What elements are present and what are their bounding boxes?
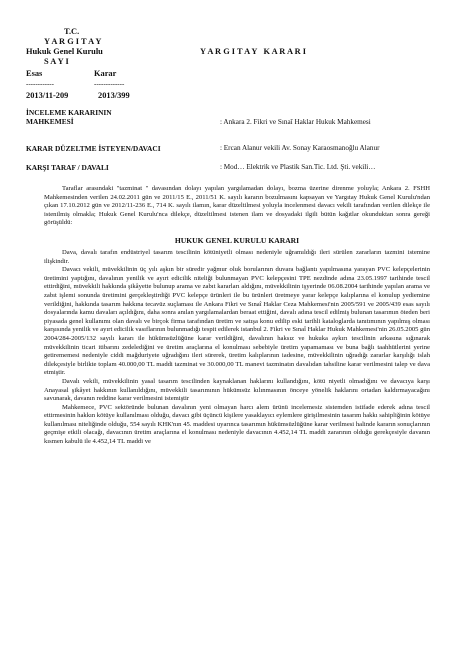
esas-number: 2013/11-209 xyxy=(26,91,69,100)
field-label-mahkeme-line1: İNCELEME KARARININ xyxy=(26,108,112,117)
field-value-davaci: : Ercan Alanur vekili Av. Sonay Karaosmanoğlu Alanur xyxy=(220,144,380,152)
karar-dashes: ------------- xyxy=(94,80,125,88)
karar-label: Karar xyxy=(94,69,117,78)
intro-paragraph xyxy=(44,185,430,228)
hukuk-genel-kurulu-label: Hukuk Genel Kurulu xyxy=(26,47,103,56)
field-label-davali: KARŞI TARAF / DAVALI xyxy=(26,163,109,172)
tc-label: T.C. xyxy=(64,27,80,36)
karari-title: Y A R G I T A Y K A R A R I xyxy=(200,47,307,56)
paragraph-4: Mahkemece, PVC sektöründe bulunan davalının yeni olmayan harcı alem ürünü incelemesiz sistemden istifade ederek adına tescil ettirmesinin hakkın kötüye kullanılması olduğu, davacı gibi üçüncü kişilere yasaklayıcı eylemlere girişilmesinin tasarım hakkı sahipliğinin kötüye kullanılması niteliğinde olduğu, 554 sayılı KHK'nın 45. maddesi uyarınca tasarımın hükümsüzlüğüne karar verilmesi halinde kararın sonuçlarının geçmişe etkili olacağı, davacının üretim araçlarına el konulması nedeniyle davacının 4.452,14 TL maddi zararının olduğu gerekçesiyle davanın kısmen kabulü ile 4.452,14 TL maddi ve xyxy=(44,403,430,446)
paragraph-1: Dava, davalı tarafın endüstriyel tasarım tescilinin kötüniyetli olması nedeniyle uğramıldığı ileri sürülen zararların tazmini istemine ilişkindir. xyxy=(44,249,430,265)
field-label-davaci: KARAR DÜZELTME İSTEYEN/DAVACI xyxy=(26,144,161,153)
field-label-mahkeme-line2: MAHKEMESİ xyxy=(26,117,74,126)
yargitay-label: Y A R G I T A Y xyxy=(44,37,102,46)
sayi-label: S A Y I xyxy=(44,57,69,66)
paragraph-2: Davacı vekili, müvekkilinin üç yılı aşkın bir süredir yağmur oluk borularının duvara bağlantı yapılmasına yarayan PVC kelepçelerinin üretimini yaptığını, davalının yenilik ve ayırt edicilik niteliği bulunmayan PVC kelepçesini TPE nezdinde adına 23.05.1997 tarihinde tescil ettirdiğini, müvekkili hakkında şikâyette bulunup arama ve zabıt kararları aldığını, müvekkilinin işyerinde 06.08.2004 tarihinde yapılan arama ve zabıt işlemi sonunda üretimini gerçekleştirdiği PVC kelepçe ürünleri ile bu ürünleri üretmeye yarar kelepçe kalıplarına el konulup yediemine verildiğini, hakkında tasarım hakkına tecavüz suçlaması ile Ankara Fikri ve Sınaî Haklar Ceza Mahkemesi'nin 2005/591 ve 2005/439 esas sayılı dosyalarında kamu davaları açıldığını, daha sonra anılan yargılamalardan beraat ettiğini, davalı adına tescil edilmiş bulunan tasarımın öteden beri piyasada genel kullanımı olan davalı ve birçok firma tarafından üretim ve satışa konu edilip eski tarihli kataloglarda tanıtımının yapılmış olması karşısında yenilik ve ayırt edicilik vasıflarının bulunmadığı tespit edilerek istanbul 2. Fikri ve Sınaî Haklar Hukuk Mahkemesi'nin 26.05.2005 gün 2004/284-2005/132 sayılı kararı ile hükümsüzlüğüne karar verildiğini, davalının haksız ve hukuka aykırı tescilinin arkasına sığınarak müvekkilinin ticari itibarını zedelediğini ve üretim araçlarına el konulması sebebiyle üretim yapamaması ve buna bağlı taahhütlerini yerine getirememesi nedeniyle ciddi mağduriyete uğradığını ileri sürerek, üretim kalıplarının iadesine, müvekkilinin uğradığı zararlar karşılığı islah dilekçesiyle birlikte toplam 40.000,00 TL maddi tazminat ve 30.000,00 TL manevi tazminatın davalıdan tahsiline karar verilmesini talep ve dava etmiştir. xyxy=(44,266,430,377)
section-title: HUKUK GENEL KURULU KARARI xyxy=(174,236,300,245)
esas-label: Esas xyxy=(26,69,43,78)
paragraph-3: Davalı vekili, müvekkilinin yasal tasarım tescilinden kaynaklanan haklarını kullandığını, kötü niyetli olmadığını ve davacıya karşı Anayasal şikâyet hakkının kullanıldığını, müvekkili tasarımının hükümsüz kılınmasının önceye yönelik haklarını ortadan kaldırmayacağını savunarak, davanın reddine karar verilmesini istemiştir xyxy=(44,377,430,403)
karar-number: 2013/399 xyxy=(98,91,130,100)
decision-body xyxy=(44,249,430,447)
esas-dashes: ------------ xyxy=(26,80,54,88)
field-value-davali: : Mod… Elektrik ve Plastik San.Tic. Ltd. Şti. vekili… xyxy=(220,163,376,171)
intro-text: Taraflar arasındaki "tazminat " davasından dolayı yapılan yargılamadan dolayı, bozma üzerine direnme yoluyla; Ankara 2. FSHH Mahkemesinden verilen 24.02.2011 gün ve 2011/15 E., 2011/51 K. sayılı kararın bozulmasını kapsayan ve Yargıtay Hukuk Genel Kurulu'ndan çıkan 17.10.2012 gün ve 2012/11-236 E., 714 K. sayılı ilamın, karar düzeltilmesi yoluyla incelenmesi davacı vekili tarafından verilen dilekçe ile istenilmiş olmakla; Hukuk Genel Kurulu'nca dilekçe, düzeltilmesi istenen ilam ve dosyadaki ilgili bütün kağıtlar okunduktan sonra gereği görüşüldü: xyxy=(44,185,430,227)
field-value-mahkeme: : Ankara 2. Fikri ve Sınaî Haklar Hukuk Mahkemesi xyxy=(220,118,371,126)
